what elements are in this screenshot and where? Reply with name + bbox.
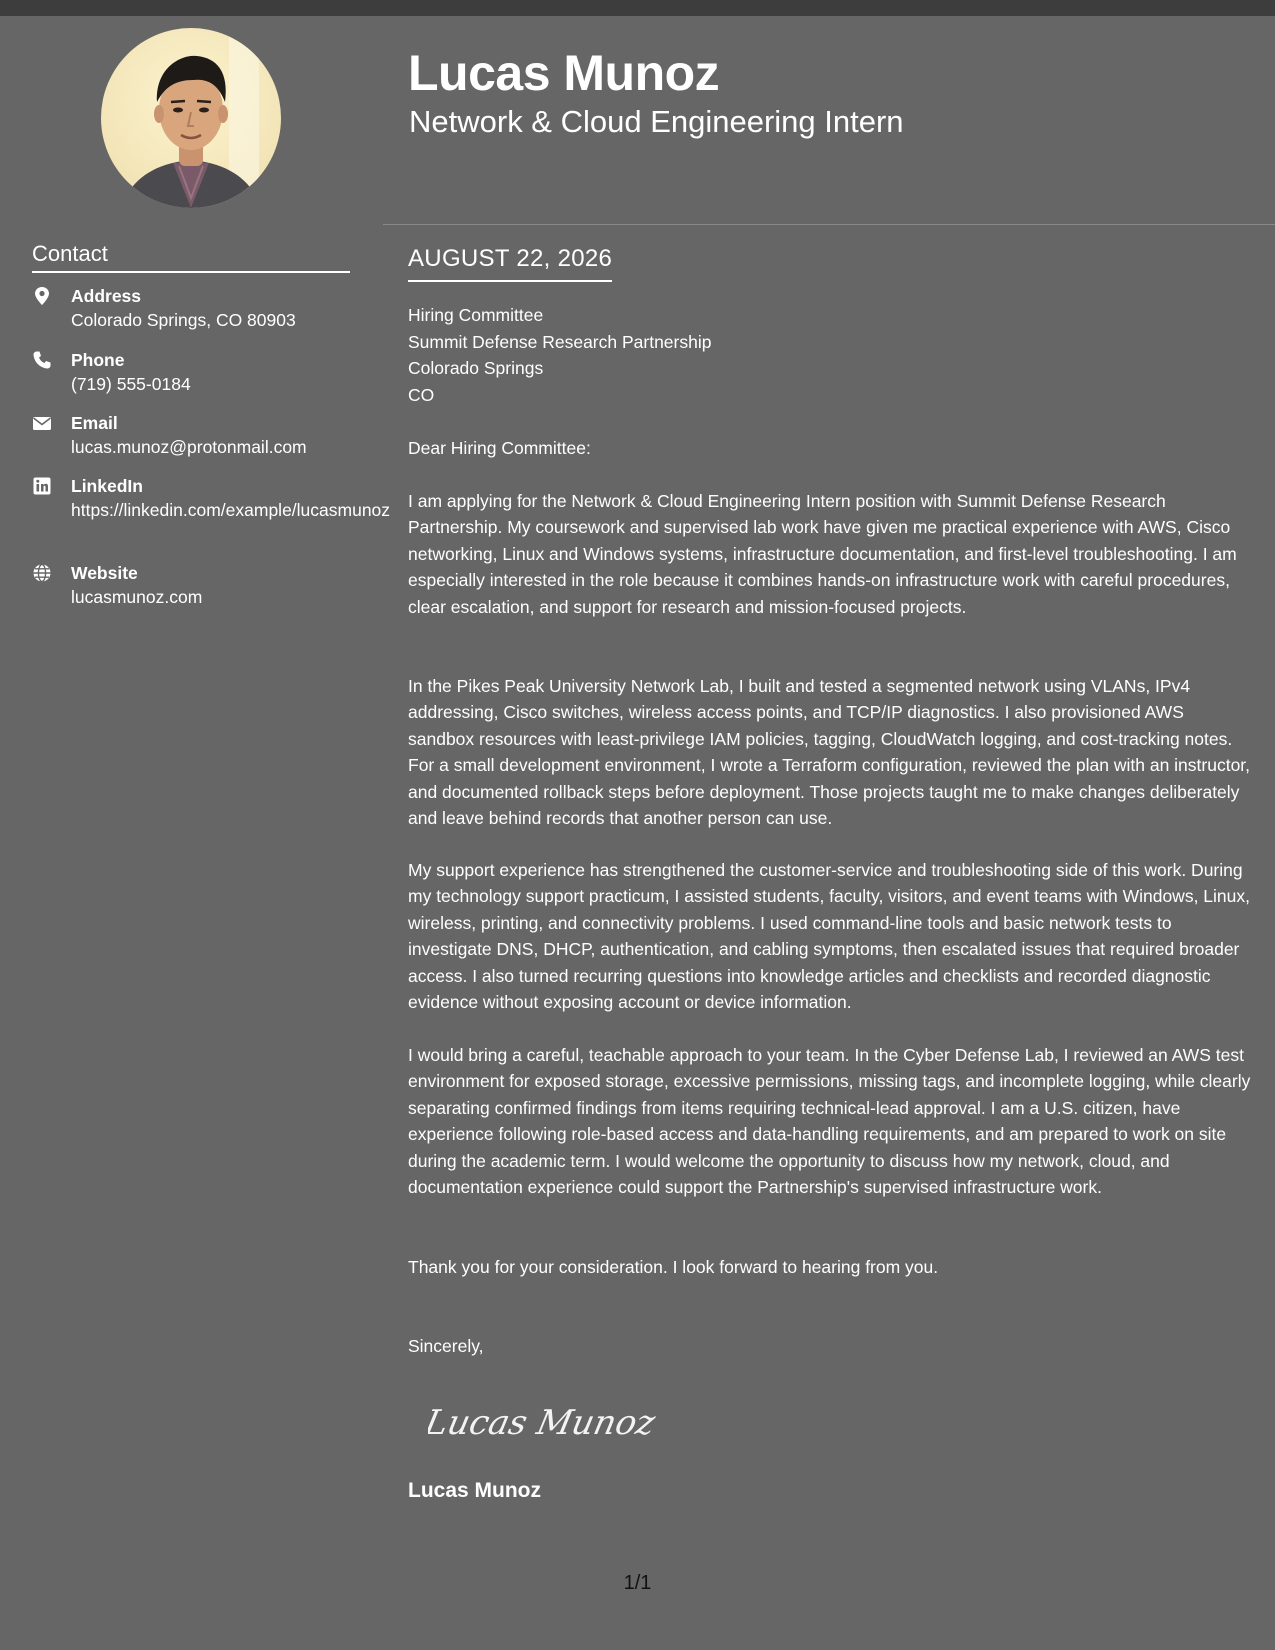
email-label: Email	[71, 413, 118, 433]
globe-icon	[32, 563, 52, 583]
website-value[interactable]: lucasmunoz.com	[71, 587, 203, 607]
contact-linkedin	[32, 474, 391, 522]
phone-label: Phone	[71, 350, 125, 370]
address-label: Address	[71, 286, 142, 306]
svg-text:Lucas Munoz: Lucas Munoz	[428, 1403, 659, 1443]
envelope-icon	[32, 413, 52, 433]
body-paragraph: I am applying for the Network & Cloud Engineering Intern position with Summit Defense Research Partnership. My coursework and supervised lab work have given me practical experience with AWS, Cisco networking, Linux and Windows systems, infrastructure documentation, and first-level troubleshooting. I am especially interested in the role because it combines hands-on infrastructure work with careful procedures, clear escalation, and support for research and mission-focused projects.	[408, 491, 1237, 617]
closing: Sincerely,	[408, 1336, 484, 1356]
recipient-line: Hiring Committee	[408, 305, 544, 325]
body-paragraph: In the Pikes Peak University Network Lab, I built and tested a segmented network using VLANs, IPv4 addressing, Cisco switches, wireless access points, and TCP/IP diagnostics. I also provisioned AWS sandbox resources with least-privilege IAM policies, tagging, CloudWatch logging, and cost-tracking notes. For a small development environment, I wrote a Terraform configuration, reviewed the plan with an instructor, and documented rollback steps before deployment. Those projects taught me to make changes deliberately and leave behind records that another person can use.	[408, 676, 1251, 829]
email-value[interactable]: lucas.munoz@protonmail.com	[71, 437, 307, 457]
top-bar	[0, 0, 1275, 16]
contact-phone	[32, 348, 191, 396]
contact-heading: Contact	[32, 240, 350, 273]
salutation: Dear Hiring Committee:	[408, 438, 591, 458]
linkedin-value[interactable]: https://linkedin.com/example/lucasmunoz	[71, 500, 391, 520]
website-label: Website	[71, 563, 138, 583]
contact-email	[32, 411, 307, 459]
signed-name: Lucas Munoz	[408, 1479, 542, 1502]
body-paragraph: I would bring a careful, teachable approach to your team. In the Cyber Defense Lab, I reviewed an AWS test environment for exposed storage, excessive permissions, missing tags, and incomplete logging, while clearly separating confirmed findings from items requiring technical-lead approval. I am a U.S. citizen, have experience following role-based access and data-handling requirements, and am prepared to work on site during the academic term. I would welcome the opportunity to discuss how my network, cloud, and documentation experience could support the Partnership's supervised infrastructure work.	[408, 1045, 1251, 1198]
profile-photo	[101, 28, 281, 208]
phone-icon	[32, 350, 52, 370]
contact-website	[32, 561, 202, 609]
recipient-line: Summit Defense Research Partnership	[408, 331, 712, 352]
contact-address	[32, 284, 296, 332]
job-title: Network & Cloud Engineering Intern	[409, 104, 904, 139]
map-pin-icon	[32, 286, 52, 306]
avatar	[101, 28, 281, 208]
page-number: 1/1	[623, 1572, 652, 1594]
closing-thanks: Thank you for your consideration. I look forward to hearing from you.	[408, 1257, 939, 1277]
handwritten-signature	[428, 1392, 668, 1452]
letter-date: AUGUST 22, 2026	[408, 244, 612, 282]
linkedin-label: LinkedIn	[71, 476, 143, 496]
recipient-block	[408, 302, 711, 408]
body-paragraph: My support experience has strengthened the customer-service and troubleshooting side of this work. During my technology support practicum, I assisted students, faculty, visitors, and event teams with Windows, Linux, wireless, printing, and connectivity problems. I used command-line tools and basic network tests to investigate DNS, DHCP, authentication, and cabling symptoms, then escalated issues that required broader access. I also turned recurring questions into knowledge articles and checklists and recorded diagnostic evidence without exposing account or device information.	[408, 860, 1250, 1013]
recipient-line: Colorado Springs	[408, 358, 544, 378]
sidebar	[0, 16, 391, 1650]
phone-value: (719) 555-0184	[71, 374, 191, 394]
recipient-line: CO	[408, 384, 435, 405]
candidate-name: Lucas Munoz	[408, 45, 720, 101]
address-value: Colorado Springs, CO 80903	[71, 310, 296, 330]
header-divider	[383, 224, 1275, 225]
linkedin-icon	[32, 476, 52, 496]
